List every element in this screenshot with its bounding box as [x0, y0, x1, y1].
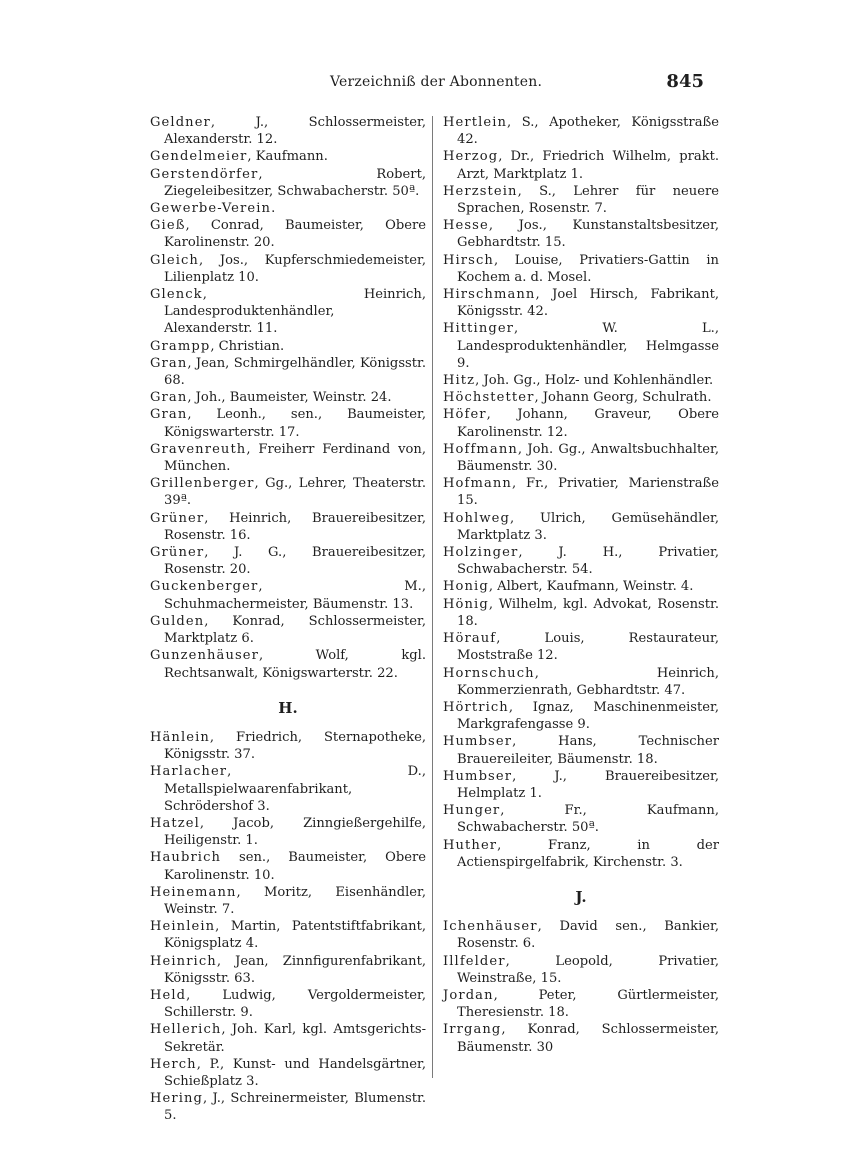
- subscriber-entry: [150, 578, 426, 612]
- subscriber-details: , Jos., Kunstanstaltsbesitzer, Gebhardtstr. 15.: [457, 218, 719, 251]
- subscriber-surname: Irrgang: [443, 1022, 502, 1038]
- subscriber-surname: Gran: [150, 407, 188, 423]
- subscriber-details: , Kaufmann.: [247, 149, 328, 165]
- subscriber-details: , Leopold, Privatier, Weinstraße, 15.: [457, 953, 719, 986]
- subscriber-surname: Hering: [150, 1091, 204, 1107]
- subscriber-details: , Franz, in der Actienspirgelfabrik, Kirchenstr. 3.: [457, 837, 719, 870]
- subscriber-details: , Joh. Gg., Holz- und Kohlenhändler.: [475, 373, 714, 389]
- letter-section-heading: H.: [278, 698, 298, 717]
- subscriber-entry: [443, 252, 719, 286]
- subscriber-details: , Fr., Privatier, Marienstraße 15.: [457, 476, 719, 509]
- subscriber-details: , Robert, Ziegeleibesitzer, Schwabacherstr. 50ª.: [164, 166, 426, 199]
- subscriber-surname: Hirsch: [443, 252, 494, 268]
- subscriber-entry: [150, 918, 426, 952]
- subscriber-details: , Jean, Schmirgelhändler, Königsstr. 68.: [164, 355, 426, 389]
- subscriber-details: , J. G., Brauereibesitzer, Rosenstr. 20.: [164, 545, 426, 578]
- subscriber-surname: Gulden: [150, 613, 205, 629]
- subscriber-entry: [443, 183, 719, 217]
- subscriber-details: , D., Metallspielwaarenfabrikant, Schrödershof 3.: [164, 764, 426, 814]
- subscriber-surname: Gravenreuth: [150, 441, 247, 457]
- subscriber-surname: Honig: [443, 579, 489, 595]
- subscriber-entry: [150, 510, 426, 544]
- subscriber-entry: [150, 1056, 426, 1090]
- subscriber-details: , David sen., Bankier, Rosenstr. 6.: [457, 919, 719, 952]
- subscriber-entry: [443, 217, 719, 251]
- subscriber-details: .: [271, 201, 276, 217]
- subscriber-surname: Illfelder: [443, 953, 506, 969]
- subscriber-entry: [443, 148, 719, 182]
- subscriber-entry: [443, 544, 719, 578]
- subscriber-details: , Ulrich, Gemüsehändler, Marktplatz 3.: [457, 510, 719, 543]
- subscriber-entry: [443, 665, 719, 699]
- subscriber-surname: Grüner: [150, 510, 205, 526]
- subscriber-surname: Grillenberger: [150, 476, 255, 492]
- subscriber-surname: Hörauf: [443, 631, 497, 647]
- subscriber-details: , Dr., Friedrich Wilhelm, prakt. Arzt, Marktplatz 1.: [457, 149, 719, 182]
- subscriber-details: , J., Schlossermeister, Alexanderstr. 12.: [164, 115, 426, 148]
- subscriber-surname: Gewerbe-Verein: [150, 201, 272, 217]
- subscriber-surname: Heinrich: [150, 953, 217, 969]
- subscriber-details: , Christian.: [210, 338, 285, 354]
- subscriber-details: , Joh. Gg., Anwaltsbuchhalter, Bäumenstr. 30.: [457, 441, 719, 475]
- subscriber-surname: Hirschmann: [443, 287, 536, 303]
- subscriber-entry: [443, 1021, 719, 1055]
- subscriber-surname: Herch: [150, 1056, 197, 1072]
- subscriber-surname: Höfer: [443, 407, 487, 423]
- subscriber-entry: [443, 987, 719, 1021]
- subscriber-surname: Grüner: [150, 545, 205, 561]
- subscriber-entry: [150, 406, 426, 440]
- subscriber-surname: Hoffmann: [443, 441, 518, 457]
- directory-page: [140, 64, 720, 1124]
- subscriber-entry: [443, 441, 719, 475]
- subscriber-surname: Hesse: [443, 218, 489, 234]
- subscriber-entry: [150, 148, 426, 165]
- subscriber-surname: Glenck: [150, 287, 203, 303]
- subscriber-details: , Johann Georg, Schulrath.: [534, 390, 712, 406]
- subscriber-surname: Hittinger: [443, 321, 515, 337]
- subscriber-details: , Conrad, Baumeister, Obere Karolinenstr. 20.: [164, 218, 426, 251]
- subscriber-details: , Hans, Technischer Brauereileiter, Bäumenstr. 18.: [457, 734, 719, 767]
- subscriber-details: , S., Lehrer für neuere Sprachen, Rosenstr. 7.: [457, 183, 719, 217]
- subscriber-entry: [150, 1090, 426, 1124]
- subscriber-entry: [443, 596, 719, 630]
- subscriber-entry: [443, 630, 719, 664]
- right-column: [443, 114, 719, 1056]
- subscriber-details: , Moritz, Eisenhändler, Weinstr. 7.: [164, 884, 426, 917]
- subscriber-entry: [150, 200, 426, 217]
- subscriber-surname: Höchstetter: [443, 390, 535, 406]
- subscriber-surname: Geldner: [150, 115, 211, 130]
- subscriber-details: , Ignaz, Maschinenmeister, Markgrafengasse 9.: [457, 699, 719, 733]
- subscriber-surname: Gerstendörfer: [150, 166, 259, 182]
- left-column: [150, 114, 426, 1125]
- subscriber-surname: Harlacher: [150, 764, 228, 780]
- subscriber-surname: Holzinger: [443, 545, 519, 561]
- subscriber-details: , Heinrich, Kommerzienrath, Gebhardtstr. 47.: [457, 665, 719, 698]
- subscriber-surname: Humbser: [443, 768, 513, 784]
- subscriber-surname: Herzog: [443, 149, 499, 165]
- subscriber-entry: [443, 114, 719, 148]
- subscriber-details: , Joh. Karl, kgl. Amtsgerichts-Sekretär.: [164, 1022, 426, 1055]
- subscriber-surname: Guckenberger: [150, 579, 259, 595]
- subscriber-details: , Friedrich, Sternapotheke, Königsstr. 37.: [164, 729, 426, 763]
- subscriber-entry: [150, 286, 426, 338]
- subscriber-surname: Hatzel: [150, 815, 200, 831]
- subscriber-details: , Wilhelm, kgl. Advokat, Rosenstr. 18.: [457, 596, 719, 629]
- subscriber-details: , Johann, Graveur, Obere Karolinenstr. 12.: [457, 407, 719, 440]
- subscriber-entry: [150, 355, 426, 389]
- subscriber-entry: [443, 406, 719, 440]
- subscriber-details: , Peter, Gürtlermeister, Theresienstr. 18.: [457, 987, 719, 1021]
- subscriber-surname: Grampp: [150, 338, 211, 354]
- subscriber-entry: [443, 699, 719, 733]
- subscriber-entry: [443, 510, 719, 544]
- subscriber-details: , Fr., Kaufmann, Schwabacherstr. 50ª.: [457, 803, 719, 836]
- subscriber-surname: Humbser: [443, 734, 513, 750]
- subscriber-entry: [443, 733, 719, 767]
- subscriber-surname: Hellerich: [150, 1022, 222, 1038]
- subscriber-surname: Herzstein: [443, 183, 518, 199]
- subscriber-entry: [150, 763, 426, 815]
- subscriber-entry: [150, 613, 426, 647]
- subscriber-entry: [150, 441, 426, 475]
- subscriber-entry: [443, 768, 719, 802]
- subscriber-details: , Jean, Zinnfigurenfabrikant, Königsstr. 63.: [164, 953, 426, 986]
- subscriber-surname: Gran: [150, 355, 188, 371]
- subscriber-details: , Martin, Patentstiftfabrikant, Königsplatz 4.: [164, 919, 426, 952]
- subscriber-entry: [443, 837, 719, 871]
- subscriber-surname: Hitz: [443, 373, 476, 389]
- subscriber-entry: [443, 802, 719, 836]
- subscriber-surname: Huther: [443, 837, 498, 853]
- subscriber-details: , Heinrich, Brauereibesitzer, Rosenstr. 16.: [164, 510, 426, 543]
- subscriber-entry: [150, 389, 426, 406]
- page-number: 845: [666, 71, 704, 92]
- subscriber-details: , J., Schreinermeister, Blumenstr. 5.: [164, 1091, 426, 1124]
- subscriber-details: , Ludwig, Vergoldermeister, Schillerstr. 9.: [164, 987, 426, 1021]
- subscriber-entry: [150, 252, 426, 286]
- subscriber-details: , Joh., Baumeister, Weinstr. 24.: [187, 390, 392, 406]
- subscriber-entry: [150, 849, 426, 883]
- subscriber-surname: Jordan: [443, 987, 494, 1003]
- subscriber-details: , P., Kunst- und Handelsgärtner, Schießplatz 3.: [164, 1056, 426, 1089]
- subscriber-entry: [443, 286, 719, 320]
- subscriber-surname: Heinlein: [150, 919, 216, 935]
- subscriber-entry: [150, 815, 426, 849]
- subscriber-entry: [150, 475, 426, 509]
- subscriber-surname: Gieß: [150, 218, 186, 234]
- subscriber-entry: [443, 918, 719, 952]
- subscriber-entry: [443, 320, 719, 372]
- subscriber-surname: Heinemann: [150, 884, 237, 900]
- subscriber-details: , M., Schuhmachermeister, Bäumenstr. 13.: [164, 579, 426, 612]
- subscriber-entry: [150, 729, 426, 763]
- subscriber-entry: [443, 372, 719, 389]
- subscriber-entry: [150, 114, 426, 148]
- subscriber-details: , Freiherr Ferdinand von, München.: [164, 441, 426, 475]
- subscriber-details: , Konrad, Schlossermeister, Marktplatz 6.: [164, 613, 426, 647]
- subscriber-surname: Hunger: [443, 803, 501, 819]
- subscriber-details: , Gg., Lehrer, Theaterstr. 39ª.: [164, 476, 426, 509]
- subscriber-entry: [150, 338, 426, 355]
- subscriber-entry: [443, 953, 719, 987]
- subscriber-details: , Konrad, Schlossermeister, Bäumenstr. 30: [457, 1022, 719, 1055]
- subscriber-entry: [443, 475, 719, 509]
- subscriber-surname: Hornschuch: [443, 665, 535, 681]
- subscriber-details: , W. L., Landesproduktenhändler, Helmgasse 9.: [457, 321, 719, 371]
- subscriber-surname: Gran: [150, 390, 188, 406]
- subscriber-surname: Gleich: [150, 252, 199, 268]
- running-title: Verzeichniß der Abonnenten.: [330, 74, 543, 90]
- subscriber-details: , Jacob, Zinngießergehilfe, Heiligenstr. 1.: [164, 815, 426, 849]
- subscriber-surname: Held: [150, 987, 187, 1003]
- subscriber-entry: [150, 217, 426, 251]
- subscriber-details: , J., Brauereibesitzer, Helmplatz 1.: [457, 768, 719, 801]
- subscriber-details: , Louise, Privatiers-Gattin in Kochem a. d. Mosel.: [457, 252, 719, 285]
- subscriber-surname: Gunzenhäuser: [150, 648, 260, 664]
- subscriber-details: , Wolf, kgl. Rechtsanwalt, Königswarterstr. 22.: [164, 648, 426, 681]
- subscriber-entry: [150, 647, 426, 681]
- subscriber-surname: Haubrich: [150, 850, 222, 866]
- subscriber-details: , Leonh., sen., Baumeister, Königswarterstr. 17.: [164, 407, 426, 440]
- subscriber-details: , Heinrich, Landesproduktenhändler, Alexanderstr. 11.: [164, 287, 426, 337]
- subscriber-entry: [150, 953, 426, 987]
- subscriber-entry: [150, 166, 426, 200]
- subscriber-surname: Ichenhäuser: [443, 919, 538, 935]
- subscriber-surname: Hörtrich: [443, 699, 509, 715]
- letter-section-heading: J.: [575, 887, 587, 906]
- subscriber-details: , Albert, Kaufmann, Weinstr. 4.: [488, 579, 694, 595]
- subscriber-entry: [443, 389, 719, 406]
- subscriber-surname: Hofmann: [443, 476, 512, 492]
- subscriber-entry: [443, 578, 719, 595]
- subscriber-surname: Hohlweg: [443, 510, 510, 526]
- subscriber-details: sen., Baumeister, Obere Karolinenstr. 10.: [164, 850, 426, 883]
- subscriber-surname: Hertlein: [443, 115, 508, 130]
- subscriber-surname: Gendelmeier: [150, 149, 248, 165]
- subscriber-surname: Hönig: [443, 596, 489, 612]
- subscriber-details: , J. H., Privatier, Schwabacherstr. 54.: [457, 545, 719, 578]
- page-header: [140, 71, 710, 98]
- subscriber-details: , Jos., Kupferschmiedemeister, Lilienplatz 10.: [164, 252, 426, 285]
- subscriber-surname: Hänlein: [150, 729, 210, 745]
- subscriber-details: , S., Apotheker, Königsstraße 42.: [457, 115, 719, 148]
- subscriber-entry: [150, 544, 426, 578]
- subscriber-entry: [150, 987, 426, 1021]
- subscriber-entry: [150, 884, 426, 918]
- subscriber-details: , Joel Hirsch, Fabrikant, Königsstr. 42.: [457, 287, 719, 320]
- subscriber-details: , Louis, Restaurateur, Moststraße 12.: [457, 631, 719, 664]
- column-divider: [432, 116, 433, 1078]
- subscriber-entry: [150, 1021, 426, 1055]
